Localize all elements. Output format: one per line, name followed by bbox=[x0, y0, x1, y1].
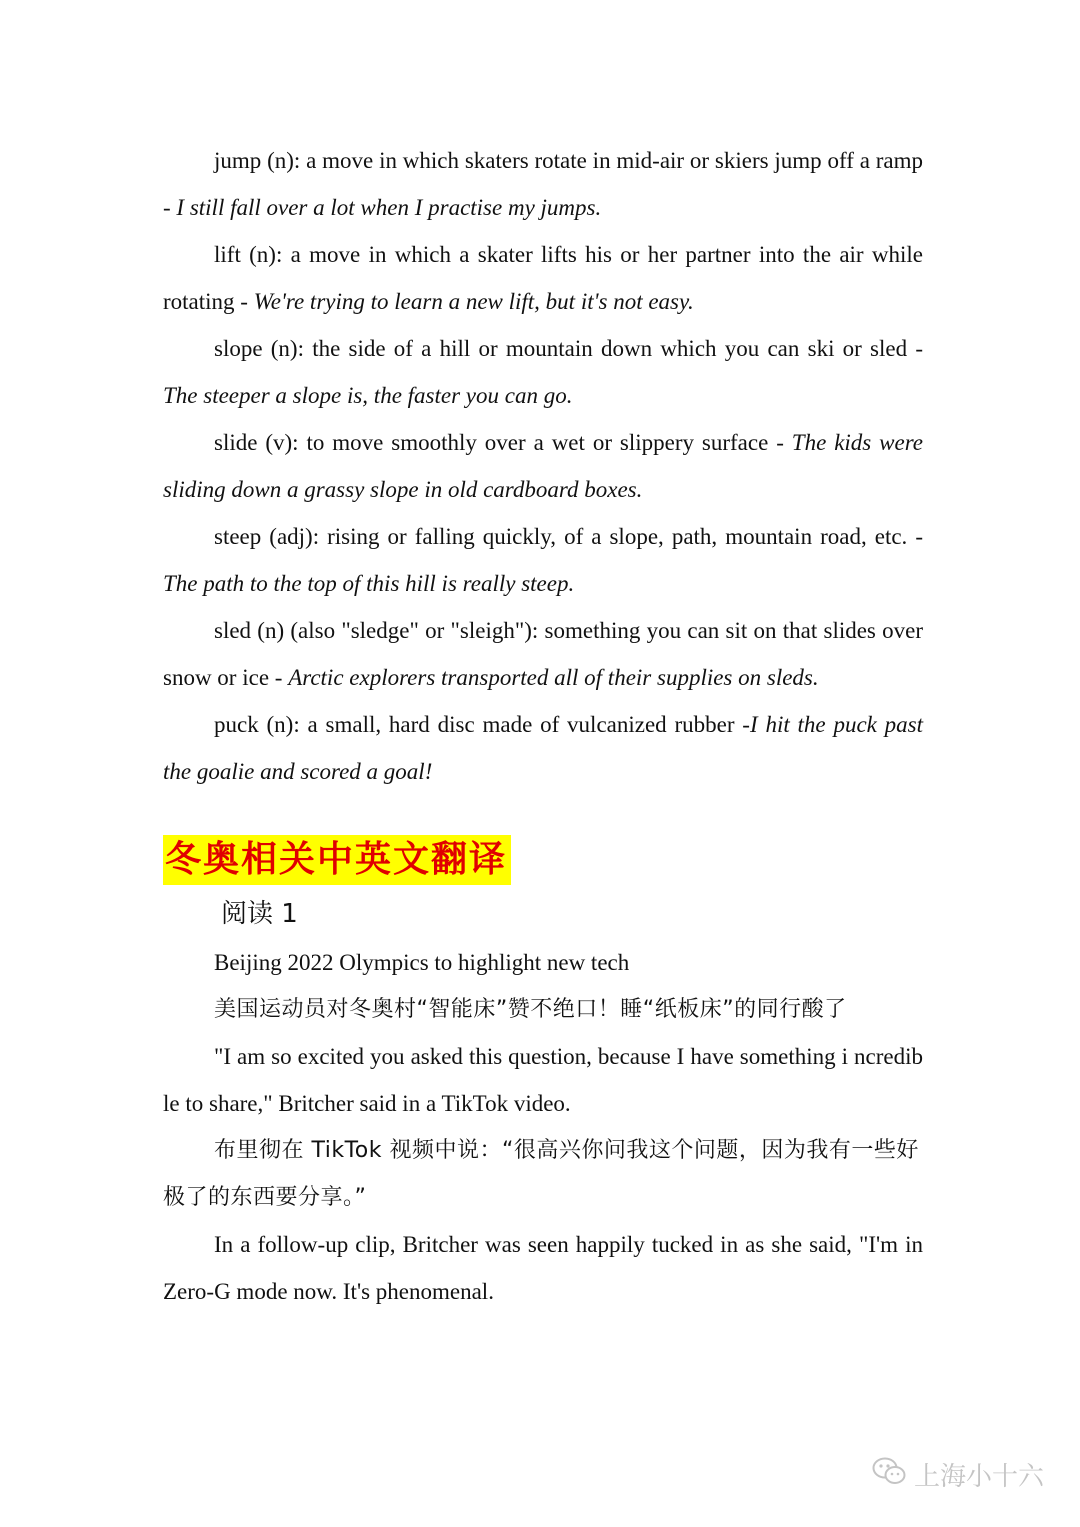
followup-en: In a follow-up clip, Britcher was seen happily tucked in as she said, "I'm in Zero-G mode now. It's phenomenal. bbox=[163, 1232, 923, 1304]
article-title-en: Beijing 2022 Olympics to highlight new tech bbox=[214, 950, 630, 975]
reading-label: 阅读 1 bbox=[221, 899, 298, 929]
glossary-entry-lift bbox=[163, 231, 923, 325]
entry-definition: steep (adj): rising or falling quickly, of a slope, path, mountain road, etc. - bbox=[214, 524, 923, 549]
entry-definition: sled (n) (also "sledge" or "sleigh"): something you can sit on that slides over snow or ice - bbox=[163, 618, 923, 690]
entry-example: I hit the puck past the goalie and scored a goal! bbox=[163, 712, 924, 784]
entry-example: We're trying to learn a new lift, but it's not easy. bbox=[253, 289, 694, 314]
entry-example: The steeper a slope is, the faster you can go. bbox=[163, 383, 573, 408]
glossary-entry-puck bbox=[163, 701, 923, 795]
section-heading: 冬奥相关中英文翻译 bbox=[163, 835, 511, 885]
entry-definition: jump (n): a move in which skaters rotate in mid-air or skiers jump off a ramp - bbox=[163, 148, 923, 220]
section-heading-wrap bbox=[163, 835, 923, 889]
watermark-text: 上海小十六 bbox=[913, 1462, 1044, 1492]
entry-example: The path to the top of this hill is really steep. bbox=[163, 571, 575, 596]
quote-cn: 布里彻在 TikTok 视频中说：“很高兴你问我这个问题，因为我有一些好极了的东西要分享。” bbox=[163, 1138, 919, 1210]
glossary-entry-slide bbox=[163, 419, 923, 513]
entry-example: The kids were sliding down a grassy slope in old cardboard boxes. bbox=[163, 430, 924, 502]
entry-definition: slope (n): the side of a hill or mountain down which you can ski or sled - bbox=[214, 336, 923, 361]
entry-definition: slide (v): to move smoothly over a wet or slippery surface - bbox=[214, 430, 792, 455]
watermark bbox=[872, 1456, 1044, 1493]
glossary-entry-jump bbox=[163, 137, 923, 231]
glossary-entry-sled bbox=[163, 607, 923, 701]
entry-definition: lift (n): a move in which a skater lifts his or her partner into the air while rotating - bbox=[163, 242, 923, 314]
quote-en: "I am so excited you asked this question, because I have something i ncredible to share," Britcher said in a TikTok video. bbox=[163, 1044, 923, 1116]
wechat-icon bbox=[872, 1456, 914, 1493]
document-content bbox=[163, 137, 923, 1315]
entry-definition: puck (n): a small, hard disc made of vulcanized rubber - bbox=[214, 712, 750, 737]
entry-example: I still fall over a lot when I practise my jumps. bbox=[176, 195, 602, 220]
glossary-entry-steep bbox=[163, 513, 923, 607]
article-title-cn: 美国运动员对冬奥村“智能床”赞不绝口！睡“纸板床”的同行酸了 bbox=[214, 997, 847, 1022]
entry-example: Arctic explorers transported all of their supplies on sleds. bbox=[288, 665, 819, 690]
glossary-entry-slope bbox=[163, 325, 923, 419]
